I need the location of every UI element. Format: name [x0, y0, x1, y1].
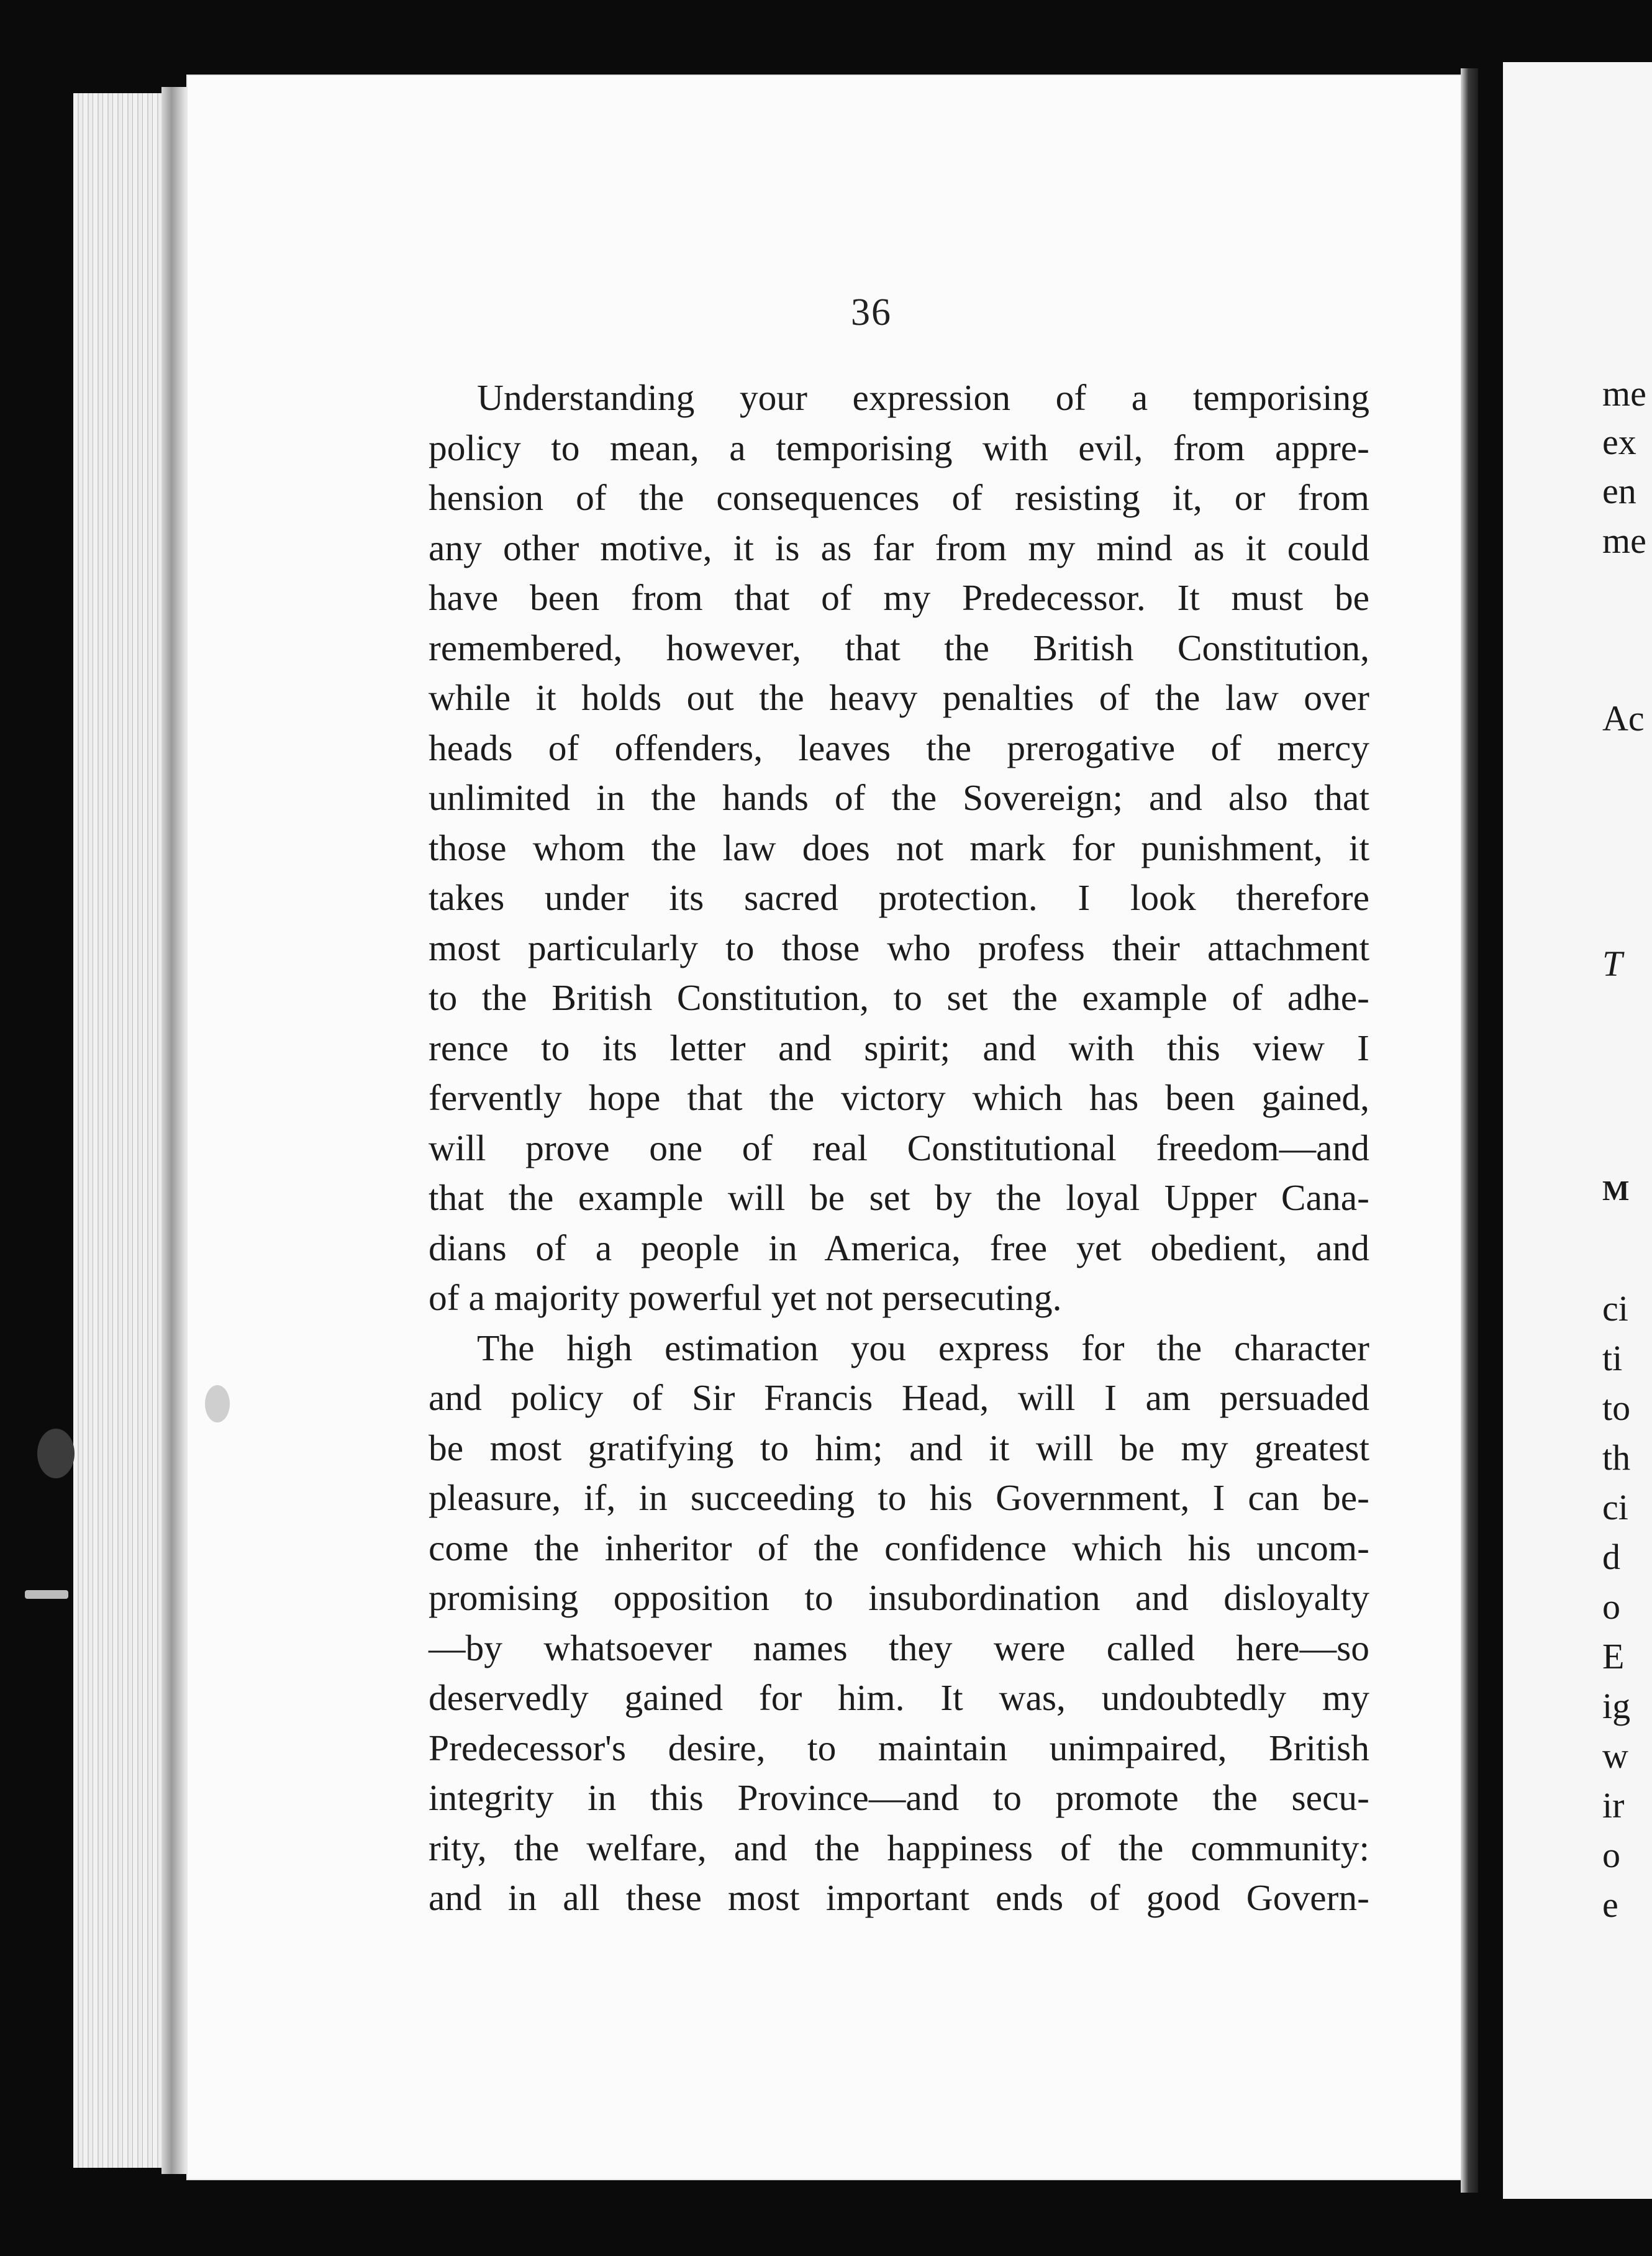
text-line: integrity in this Province—and to promote the secu-	[429, 1777, 1369, 1818]
text-line: takes under its sacred protection. I look therefore	[429, 877, 1369, 918]
facing-page-fragment: M	[1602, 1175, 1630, 1206]
text-line: promising opposition to insubordination and disloyalty	[429, 1577, 1369, 1618]
facing-page-fragment: e	[1602, 1885, 1618, 1925]
text-line: while it holds out the heavy penalties of the law over	[429, 677, 1369, 718]
facing-page-fragment: ci	[1602, 1487, 1628, 1527]
text-line: those whom the law does not mark for punishment, it	[429, 827, 1369, 868]
text-line: deservedly gained for him. It was, undoubtedly my	[429, 1677, 1369, 1718]
text-line: come the inheritor of the confidence which his uncom-	[429, 1527, 1369, 1568]
text-line: hension of the consequences of resisting it, or from	[429, 477, 1369, 518]
facing-page-fragment: me	[1602, 521, 1646, 561]
text-line: have been from that of my Predecessor. It must be	[429, 577, 1369, 618]
body-text	[429, 373, 1369, 1923]
facing-page-fragment: to	[1602, 1388, 1631, 1428]
text-line: of a majority powerful yet not persecuting.	[429, 1277, 1062, 1318]
scan-speck	[205, 1385, 230, 1422]
facing-page-fragment: T	[1602, 944, 1623, 984]
page-edge-shadow	[161, 87, 186, 2174]
facing-page-fragment: ig	[1602, 1686, 1631, 1726]
text-line: rence to its letter and spirit; and with this view I	[429, 1027, 1369, 1068]
text-line: Predecessor's desire, to maintain unimpaired, British	[429, 1727, 1369, 1768]
facing-page-fragment: o	[1602, 1586, 1620, 1627]
scan-speck	[25, 1590, 68, 1599]
paragraph-2	[429, 1323, 1369, 1923]
text-line: Understanding your expression of a temporising	[477, 377, 1369, 418]
text-line: most particularly to those who profess their attachment	[429, 927, 1369, 968]
facing-page-fragment: en	[1602, 471, 1636, 511]
facing-page-fragment: Ac	[1602, 698, 1645, 739]
book-gutter	[1461, 68, 1478, 2193]
text-line: unlimited in the hands of the Sovereign; and also that	[429, 777, 1369, 818]
text-line: be most gratifying to him; and it will be my greatest	[429, 1427, 1369, 1468]
text-line: will prove one of real Constitutional freedom—and	[429, 1127, 1369, 1168]
text-line: —by whatsoever names they were called here—so	[429, 1627, 1369, 1668]
text-line: heads of offenders, leaves the prerogative of mercy	[429, 727, 1369, 768]
text-line: pleasure, if, in succeeding to his Government, I can be-	[429, 1477, 1369, 1518]
text-line: remembered, however, that the British Constitution,	[429, 627, 1369, 668]
facing-page-fragment: me	[1602, 373, 1646, 414]
text-line: to the British Constitution, to set the example of adhe-	[429, 977, 1369, 1018]
paragraph-1	[429, 373, 1369, 1323]
text-line: fervently hope that the victory which has been gained,	[429, 1077, 1369, 1118]
text-line: and in all these most important ends of good Govern-	[429, 1877, 1369, 1918]
facing-page-fragment: ir	[1602, 1785, 1625, 1826]
facing-page-fragment: d	[1602, 1537, 1620, 1577]
text-line: and policy of Sir Francis Head, will I am persuaded	[429, 1377, 1369, 1418]
facing-page-fragment: E	[1602, 1636, 1625, 1676]
facing-page-fragment: th	[1602, 1437, 1631, 1478]
page-number: 36	[851, 291, 892, 334]
text-line: rity, the welfare, and the happiness of the community:	[429, 1827, 1369, 1868]
facing-page-fragment: ci	[1602, 1288, 1628, 1329]
facing-page-fragment: ti	[1602, 1338, 1623, 1378]
facing-page-fragment: w	[1602, 1735, 1628, 1776]
facing-page-fragment: o	[1602, 1835, 1620, 1875]
text-line: that the example will be set by the loyal Upper Cana-	[429, 1177, 1369, 1218]
scan-speck	[37, 1429, 75, 1478]
text-line: policy to mean, a temporising with evil, from appre-	[429, 427, 1369, 468]
facing-page-fragment: ex	[1602, 422, 1636, 462]
text-line: any other motive, it is as far from my mind as it could	[429, 527, 1369, 568]
text-line: dians of a people in America, free yet obedient, and	[429, 1227, 1369, 1268]
text-line: The high estimation you express for the character	[477, 1327, 1369, 1368]
